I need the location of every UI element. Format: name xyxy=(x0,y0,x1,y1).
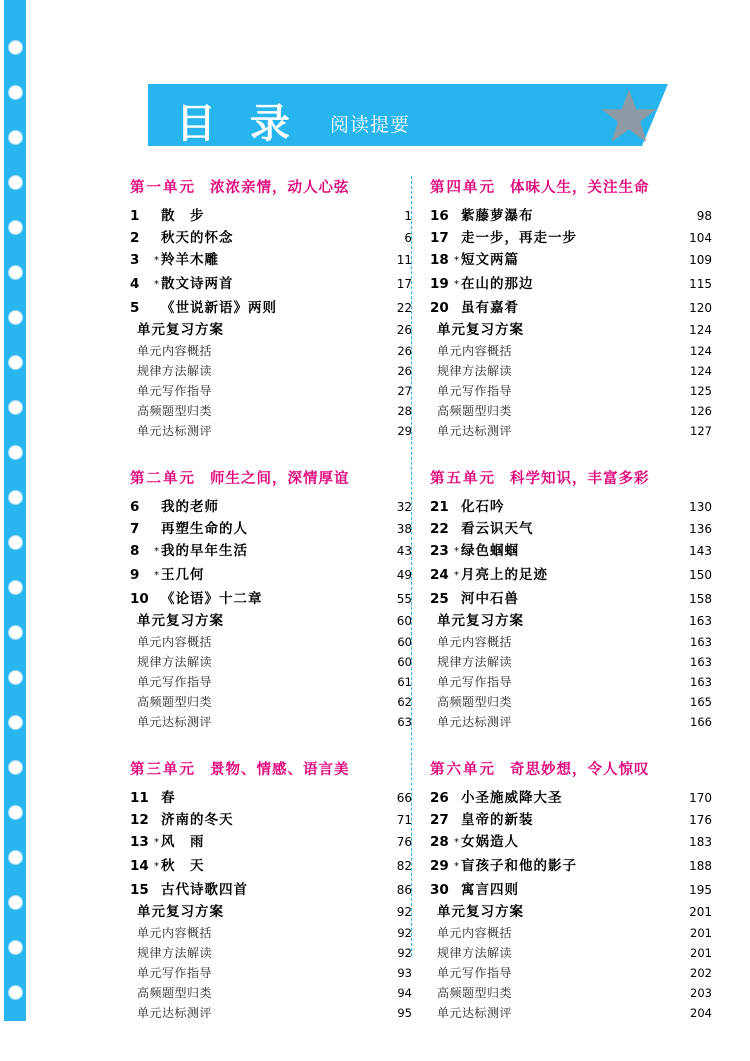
toc-entry[interactable] xyxy=(130,809,412,831)
unit-description: 景物、情感、语言美 xyxy=(210,762,350,778)
entry-number: 12 xyxy=(130,812,149,828)
unit-name: 第五单元 xyxy=(430,471,496,487)
page-subtitle: 阅读提要 xyxy=(330,114,411,136)
entry-number: 5 xyxy=(130,300,140,316)
optional-reading-marker: * xyxy=(154,255,159,266)
entry-page-number: 95 xyxy=(397,1006,412,1020)
entry-page-number: 82 xyxy=(396,859,412,873)
unit-review-subitem[interactable] xyxy=(430,341,712,361)
toc-entry[interactable] xyxy=(130,564,412,588)
unit-review-subitem[interactable] xyxy=(430,381,712,401)
entry-title: 规律方法解读 xyxy=(437,655,513,669)
toc-content xyxy=(130,176,720,1020)
entry-page-number: 38 xyxy=(396,522,412,536)
toc-entry[interactable] xyxy=(430,205,712,227)
entry-page-number: 29 xyxy=(397,424,412,438)
entry-title: 单元复习方案 xyxy=(137,613,224,629)
entry-page-number: 165 xyxy=(690,695,712,709)
entry-page-number: 163 xyxy=(690,635,712,649)
unit-review-subitem[interactable] xyxy=(130,341,412,361)
unit-name: 第六单元 xyxy=(430,762,496,778)
entry-page-number: 158 xyxy=(689,592,712,606)
entry-title: 紫藤萝瀑布 xyxy=(461,208,534,224)
toc-unit xyxy=(430,758,712,1023)
entry-page-number: 49 xyxy=(396,568,412,582)
entry-number: 29 xyxy=(430,858,449,874)
entry-title: 短文两篇 xyxy=(461,252,519,268)
entry-page-number: 55 xyxy=(396,592,412,606)
toc-entry[interactable] xyxy=(130,297,412,319)
entry-page-number: 1 xyxy=(404,209,412,223)
binding-hole xyxy=(8,625,23,640)
entry-title: 河中石兽 xyxy=(461,591,519,607)
toc-column-right xyxy=(430,176,712,1049)
entry-title: 规律方法解读 xyxy=(437,364,513,378)
entry-title: 单元内容概括 xyxy=(137,926,213,940)
toc-entry[interactable] xyxy=(130,249,412,273)
entry-page-number: 32 xyxy=(396,500,412,514)
entry-page-number: 27 xyxy=(397,384,412,398)
entry-title: 《论语》十二章 xyxy=(161,591,263,607)
unit-review-subitem[interactable] xyxy=(430,963,712,983)
toc-entry[interactable] xyxy=(430,588,712,610)
binding-hole xyxy=(8,535,23,550)
entry-page-number: 183 xyxy=(689,835,712,849)
entry-number: 22 xyxy=(430,521,449,537)
entry-page-number: 93 xyxy=(397,966,412,980)
entry-number: 25 xyxy=(430,591,449,607)
entry-title: 高频题型归类 xyxy=(437,986,513,1000)
entry-page-number: 115 xyxy=(689,277,712,291)
entry-page-number: 109 xyxy=(689,253,712,267)
entry-title: 皇帝的新装 xyxy=(461,812,534,828)
entry-page-number: 22 xyxy=(396,301,412,315)
entry-page-number: 86 xyxy=(396,883,412,897)
entry-title: 单元复习方案 xyxy=(437,613,524,629)
entry-title: 女娲造人 xyxy=(461,834,519,850)
entry-title: 单元达标测评 xyxy=(437,1006,513,1020)
toc-entry[interactable] xyxy=(430,879,712,901)
toc-entry[interactable] xyxy=(430,831,712,855)
toc-unit xyxy=(130,758,412,1023)
entry-page-number: 126 xyxy=(690,404,712,418)
toc-entry[interactable] xyxy=(130,205,412,227)
entry-number: 20 xyxy=(430,300,449,316)
binding-hole xyxy=(8,580,23,595)
entry-title: 虽有嘉肴 xyxy=(461,300,519,316)
entry-title: 散文诗两首 xyxy=(161,276,234,292)
binding-hole xyxy=(8,85,23,100)
binding-hole xyxy=(8,130,23,145)
entry-page-number: 98 xyxy=(696,209,712,223)
unit-review-subitem[interactable] xyxy=(130,983,412,1003)
entry-title: 秋天的怀念 xyxy=(161,230,234,246)
unit-review-subitem[interactable] xyxy=(430,652,712,672)
entry-number: 23 xyxy=(430,543,449,559)
toc-entry[interactable] xyxy=(130,787,412,809)
unit-name: 第四单元 xyxy=(430,180,496,196)
entry-page-number: 61 xyxy=(397,675,412,689)
binding-hole xyxy=(8,670,23,685)
entry-number: 28 xyxy=(430,834,449,850)
entry-title: 单元复习方案 xyxy=(137,904,224,920)
entry-number: 16 xyxy=(430,208,449,224)
unit-description: 浓浓亲情，动人心弦 xyxy=(210,180,350,196)
entry-page-number: 26 xyxy=(397,364,412,378)
entry-page-number: 127 xyxy=(690,424,712,438)
entry-title: 月亮上的足迹 xyxy=(461,567,548,583)
toc-entry[interactable] xyxy=(130,855,412,879)
entry-title: 单元内容概括 xyxy=(437,635,513,649)
entry-title: 单元写作指导 xyxy=(137,966,213,980)
binding-hole xyxy=(8,715,23,730)
optional-reading-marker: * xyxy=(454,279,459,290)
entry-title: 看云识天气 xyxy=(461,521,534,537)
entry-title: 高频题型归类 xyxy=(137,986,213,1000)
optional-reading-marker: * xyxy=(454,570,459,581)
entry-number: 9 xyxy=(130,567,140,583)
entry-title: 高频题型归类 xyxy=(437,404,513,418)
entry-page-number: 92 xyxy=(397,946,412,960)
entry-number: 10 xyxy=(130,591,149,607)
entry-title: 单元写作指导 xyxy=(437,675,513,689)
unit-name: 第二单元 xyxy=(130,471,196,487)
entry-page-number: 130 xyxy=(689,500,712,514)
entry-title: 单元写作指导 xyxy=(137,384,213,398)
unit-heading xyxy=(430,467,712,488)
entry-page-number: 66 xyxy=(396,791,412,805)
unit-description: 奇思妙想，令人惊叹 xyxy=(510,762,650,778)
entry-number: 24 xyxy=(430,567,449,583)
toc-unit xyxy=(130,467,412,732)
entry-title: 散 步 xyxy=(161,208,205,224)
entry-page-number: 28 xyxy=(397,404,412,418)
entry-title: 在山的那边 xyxy=(461,276,534,292)
unit-review-plan[interactable] xyxy=(430,610,712,632)
entry-title: 寓言四则 xyxy=(461,882,519,898)
unit-review-subitem[interactable] xyxy=(430,632,712,652)
entry-page-number: 163 xyxy=(690,655,712,669)
toc-entry[interactable] xyxy=(130,588,412,610)
entry-number: 26 xyxy=(430,790,449,806)
unit-description: 师生之间，深情厚谊 xyxy=(210,471,350,487)
optional-reading-marker: * xyxy=(154,570,159,581)
entry-title: 规律方法解读 xyxy=(137,946,213,960)
entry-title: 高频题型归类 xyxy=(137,404,213,418)
entry-number: 2 xyxy=(130,230,140,246)
toc-entry[interactable] xyxy=(430,564,712,588)
binding-hole xyxy=(8,760,23,775)
binding-hole xyxy=(8,445,23,460)
binding-hole xyxy=(8,400,23,415)
toc-entry[interactable] xyxy=(430,855,712,879)
unit-review-subitem[interactable] xyxy=(430,923,712,943)
binding-hole xyxy=(8,940,23,955)
toc-unit xyxy=(430,176,712,441)
entry-page-number: 6 xyxy=(404,231,412,245)
toc-entry[interactable] xyxy=(130,273,412,297)
unit-heading xyxy=(130,176,412,197)
entry-title: 再塑生命的人 xyxy=(161,521,248,537)
unit-review-subitem[interactable] xyxy=(130,1003,412,1023)
binding-hole xyxy=(8,220,23,235)
page-title: 目 录 xyxy=(176,101,300,147)
unit-review-subitem[interactable] xyxy=(130,652,412,672)
unit-review-plan[interactable] xyxy=(130,901,412,923)
entry-page-number: 94 xyxy=(397,986,412,1000)
entry-number: 6 xyxy=(130,499,140,515)
optional-reading-marker: * xyxy=(154,837,159,848)
entry-page-number: 170 xyxy=(689,791,712,805)
entry-title: 规律方法解读 xyxy=(137,655,213,669)
entry-number: 27 xyxy=(430,812,449,828)
entry-title: 济南的冬天 xyxy=(161,812,234,828)
entry-title: 单元复习方案 xyxy=(137,322,224,338)
entry-page-number: 201 xyxy=(690,946,712,960)
entry-page-number: 11 xyxy=(396,253,412,267)
toc-unit xyxy=(430,467,712,732)
unit-review-subitem[interactable] xyxy=(430,401,712,421)
toc-entry[interactable] xyxy=(430,227,712,249)
toc-entry[interactable] xyxy=(430,249,712,273)
toc-entry[interactable] xyxy=(130,496,412,518)
entry-number: 21 xyxy=(430,499,449,515)
unit-description: 科学知识，丰富多彩 xyxy=(510,471,650,487)
entry-title: 单元达标测评 xyxy=(137,424,213,438)
entry-page-number: 62 xyxy=(397,695,412,709)
binding-strip xyxy=(0,0,38,1061)
entry-page-number: 163 xyxy=(690,675,712,689)
optional-reading-marker: * xyxy=(454,255,459,266)
unit-review-plan[interactable] xyxy=(130,319,412,341)
unit-review-subitem[interactable] xyxy=(130,963,412,983)
entry-page-number: 60 xyxy=(397,635,412,649)
page-header-banner xyxy=(148,84,668,146)
entry-page-number: 202 xyxy=(690,966,712,980)
entry-number: 11 xyxy=(130,790,149,806)
binding-hole xyxy=(8,895,23,910)
entry-title: 春 xyxy=(161,790,176,806)
unit-review-subitem[interactable] xyxy=(130,632,412,652)
toc-entry[interactable] xyxy=(430,518,712,540)
entry-page-number: 188 xyxy=(689,859,712,873)
unit-review-subitem[interactable] xyxy=(130,361,412,381)
entry-title: 规律方法解读 xyxy=(437,946,513,960)
entry-page-number: 71 xyxy=(396,813,412,827)
entry-title: 小圣施威降大圣 xyxy=(461,790,563,806)
binding-hole xyxy=(8,805,23,820)
entry-title: 高频题型归类 xyxy=(137,695,213,709)
toc-entry[interactable] xyxy=(430,273,712,297)
star-icon xyxy=(600,88,658,144)
toc-entry[interactable] xyxy=(130,879,412,901)
entry-number: 30 xyxy=(430,882,449,898)
entry-title: 单元复习方案 xyxy=(437,904,524,920)
optional-reading-marker: * xyxy=(454,837,459,848)
unit-review-subitem[interactable] xyxy=(130,401,412,421)
toc-entry[interactable] xyxy=(430,809,712,831)
unit-heading xyxy=(430,176,712,197)
entry-page-number: 76 xyxy=(396,835,412,849)
entry-page-number: 26 xyxy=(397,344,412,358)
binding-hole xyxy=(8,175,23,190)
unit-review-subitem[interactable] xyxy=(130,692,412,712)
entry-number: 1 xyxy=(130,208,140,224)
toc-unit xyxy=(130,176,412,441)
entry-number: 14 xyxy=(130,858,149,874)
toc-entry[interactable] xyxy=(430,496,712,518)
toc-entry[interactable] xyxy=(130,540,412,564)
entry-page-number: 195 xyxy=(689,883,712,897)
entry-page-number: 26 xyxy=(396,323,412,337)
unit-review-subitem[interactable] xyxy=(430,943,712,963)
entry-page-number: 125 xyxy=(690,384,712,398)
toc-entry[interactable] xyxy=(430,787,712,809)
entry-page-number: 92 xyxy=(396,905,412,919)
entry-page-number: 201 xyxy=(690,926,712,940)
entry-page-number: 166 xyxy=(690,715,712,729)
entry-page-number: 136 xyxy=(689,522,712,536)
entry-title: 古代诗歌四首 xyxy=(161,882,248,898)
toc-entry[interactable] xyxy=(430,297,712,319)
entry-title: 单元内容概括 xyxy=(137,635,213,649)
entry-number: 15 xyxy=(130,882,149,898)
entry-title: 我的老师 xyxy=(161,499,219,515)
entry-title: 单元达标测评 xyxy=(137,715,213,729)
toc-entry[interactable] xyxy=(430,540,712,564)
entry-page-number: 43 xyxy=(396,544,412,558)
unit-review-subitem[interactable] xyxy=(430,361,712,381)
entry-title: 单元复习方案 xyxy=(437,322,524,338)
optional-reading-marker: * xyxy=(154,279,159,290)
entry-title: 王几何 xyxy=(161,567,205,583)
unit-review-subitem[interactable] xyxy=(130,923,412,943)
unit-review-plan[interactable] xyxy=(430,901,712,923)
entry-number: 13 xyxy=(130,834,149,850)
entry-page-number: 203 xyxy=(690,986,712,1000)
binding-hole xyxy=(8,40,23,55)
unit-description: 体味人生，关注生命 xyxy=(510,180,650,196)
entry-title: 我的早年生活 xyxy=(161,543,248,559)
unit-name: 第三单元 xyxy=(130,762,196,778)
unit-heading xyxy=(130,758,412,779)
entry-page-number: 176 xyxy=(689,813,712,827)
unit-review-subitem[interactable] xyxy=(130,943,412,963)
entry-title: 《世说新语》两则 xyxy=(161,300,277,316)
binding-hole xyxy=(8,490,23,505)
entry-title: 单元写作指导 xyxy=(437,384,513,398)
entry-page-number: 104 xyxy=(689,231,712,245)
binding-hole xyxy=(8,985,23,1000)
unit-review-subitem[interactable] xyxy=(430,672,712,692)
unit-review-subitem[interactable] xyxy=(130,672,412,692)
toc-entry[interactable] xyxy=(130,227,412,249)
unit-review-plan[interactable] xyxy=(130,610,412,632)
entry-page-number: 17 xyxy=(396,277,412,291)
entry-page-number: 163 xyxy=(689,614,712,628)
entry-title: 盲孩子和他的影子 xyxy=(461,858,577,874)
unit-review-subitem[interactable] xyxy=(430,421,712,441)
unit-review-subitem[interactable] xyxy=(430,692,712,712)
entry-title: 规律方法解读 xyxy=(137,364,213,378)
entry-title: 单元写作指导 xyxy=(437,966,513,980)
entry-page-number: 201 xyxy=(689,905,712,919)
entry-page-number: 60 xyxy=(397,655,412,669)
entry-page-number: 92 xyxy=(397,926,412,940)
entry-title: 单元达标测评 xyxy=(437,715,513,729)
entry-page-number: 124 xyxy=(690,344,712,358)
entry-page-number: 120 xyxy=(689,301,712,315)
entry-number: 19 xyxy=(430,276,449,292)
toc-column-left xyxy=(130,176,412,1049)
entry-page-number: 124 xyxy=(690,364,712,378)
binding-hole xyxy=(8,265,23,280)
entry-page-number: 124 xyxy=(689,323,712,337)
entry-title: 高频题型归类 xyxy=(437,695,513,709)
entry-page-number: 150 xyxy=(689,568,712,582)
unit-heading xyxy=(130,467,412,488)
toc-entry[interactable] xyxy=(130,518,412,540)
entry-title: 羚羊木雕 xyxy=(161,252,219,268)
entry-number: 8 xyxy=(130,543,140,559)
entry-title: 单元写作指导 xyxy=(137,675,213,689)
entry-number: 17 xyxy=(430,230,449,246)
entry-page-number: 63 xyxy=(397,715,412,729)
optional-reading-marker: * xyxy=(154,546,159,557)
entry-title: 单元内容概括 xyxy=(437,926,513,940)
optional-reading-marker: * xyxy=(454,546,459,557)
unit-review-subitem[interactable] xyxy=(130,712,412,732)
optional-reading-marker: * xyxy=(454,861,459,872)
optional-reading-marker: * xyxy=(154,861,159,872)
entry-number: 18 xyxy=(430,252,449,268)
unit-review-subitem[interactable] xyxy=(130,421,412,441)
unit-review-subitem[interactable] xyxy=(430,1003,712,1023)
unit-review-subitem[interactable] xyxy=(130,381,412,401)
unit-review-subitem[interactable] xyxy=(430,712,712,732)
binding-hole xyxy=(8,310,23,325)
entry-title: 单元内容概括 xyxy=(437,344,513,358)
toc-entry[interactable] xyxy=(130,831,412,855)
unit-review-plan[interactable] xyxy=(430,319,712,341)
unit-name: 第一单元 xyxy=(130,180,196,196)
entry-page-number: 60 xyxy=(396,614,412,628)
entry-page-number: 143 xyxy=(689,544,712,558)
unit-review-subitem[interactable] xyxy=(430,983,712,1003)
entry-title: 单元达标测评 xyxy=(437,424,513,438)
entry-number: 4 xyxy=(130,276,140,292)
entry-number: 3 xyxy=(130,252,140,268)
entry-title: 单元内容概括 xyxy=(137,344,213,358)
entry-title: 走一步，再走一步 xyxy=(461,230,577,246)
entry-number: 7 xyxy=(130,521,140,537)
entry-title: 绿色蝈蝈 xyxy=(461,543,519,559)
entry-title: 风 雨 xyxy=(161,834,205,850)
entry-title: 化石吟 xyxy=(461,499,505,515)
entry-title: 单元达标测评 xyxy=(137,1006,213,1020)
binding-hole xyxy=(8,355,23,370)
binding-hole xyxy=(8,850,23,865)
entry-title: 秋 天 xyxy=(161,858,205,874)
entry-page-number: 204 xyxy=(690,1006,712,1020)
unit-heading xyxy=(430,758,712,779)
